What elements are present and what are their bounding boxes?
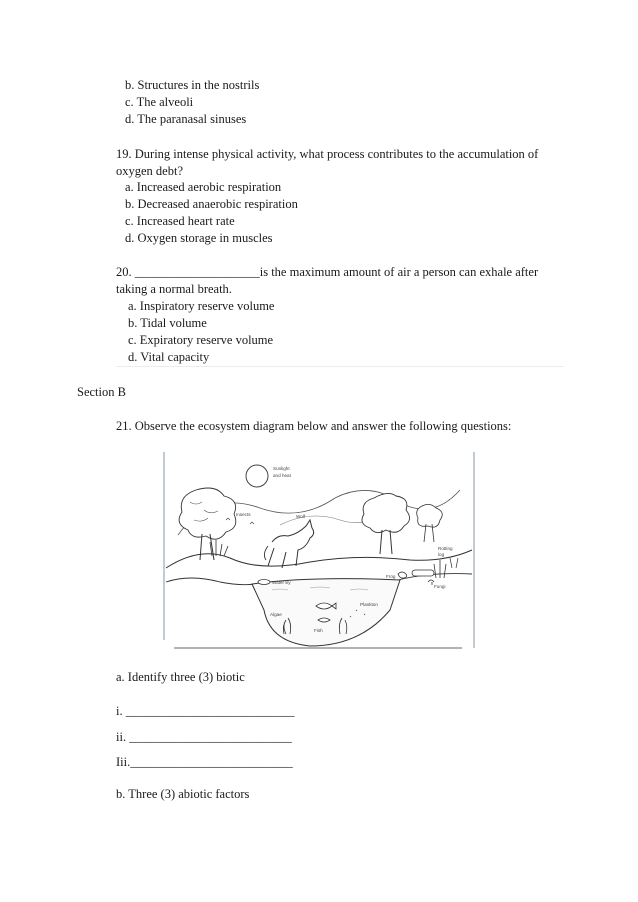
q20-option-d: d. Vital capacity [128, 350, 210, 364]
section-b-heading: Section B [77, 385, 126, 399]
q19-stem-line1: 19. During intense physical activity, what process contributes to the accumulation of [116, 147, 539, 161]
label-fish: Fish [314, 628, 323, 633]
rotting-log-icon [412, 570, 434, 576]
q20-option-b: b. Tidal volume [128, 316, 207, 330]
q20-stem-line2: taking a normal breath. [116, 282, 232, 296]
q19-stem-line2: oxygen debt? [116, 164, 183, 178]
frog-icon [398, 572, 407, 578]
ecosystem-drawing [160, 450, 480, 655]
q18-option-b: b. Structures in the nostrils [125, 78, 260, 92]
q19-option-c: c. Increased heart rate [125, 214, 235, 228]
tree-right-icon [362, 493, 442, 554]
label-algae: Algae [270, 612, 282, 617]
label-log: log [438, 552, 445, 557]
q21-part-a: a. Identify three (3) biotic [116, 670, 245, 684]
q21-blank-i[interactable]: i. ___________________________ [116, 704, 295, 718]
q20-option-a: a. Inspiratory reserve volume [128, 299, 275, 313]
label-water-lily: Water lily [272, 580, 291, 585]
label-insects: Insects [236, 512, 251, 517]
label-wolf: Wolf [296, 514, 306, 519]
q20-option-c: c. Expiratory reserve volume [128, 333, 274, 347]
label-and-heat: and heat [273, 473, 291, 478]
label-sunlight: Sunlight [273, 466, 290, 471]
q21-blank-ii[interactable]: ii. __________________________ [116, 730, 292, 744]
q19-option-a: a. Increased aerobic respiration [125, 180, 282, 194]
label-rotting: Rotting [438, 546, 453, 551]
label-plankton: Plankton [360, 602, 378, 607]
section-divider [116, 366, 564, 367]
q18-option-d: d. The paranasal sinuses [125, 112, 247, 126]
q21-blank-iii[interactable]: Iii.__________________________ [116, 755, 293, 769]
q19-option-d: d. Oxygen storage in muscles [125, 231, 273, 245]
q20-stem-line1: 20. ____________________is the maximum amount of air a person can exhale after [116, 265, 539, 279]
tree-left-icon [179, 488, 236, 560]
water-lily-icon [258, 580, 270, 585]
ecosystem-diagram [160, 450, 480, 655]
q21-part-b: b. Three (3) abiotic factors [116, 787, 250, 801]
wolf-icon [264, 520, 313, 568]
label-frog: Frog [386, 574, 396, 579]
q19-option-b: b. Decreased anaerobic respiration [125, 197, 298, 211]
q21-stem: 21. Observe the ecosystem diagram below and answer the following questions: [116, 419, 512, 433]
q18-option-c: c. The alveoli [125, 95, 194, 109]
sun-icon [246, 465, 268, 487]
label-fungi: Fungi [434, 584, 446, 589]
